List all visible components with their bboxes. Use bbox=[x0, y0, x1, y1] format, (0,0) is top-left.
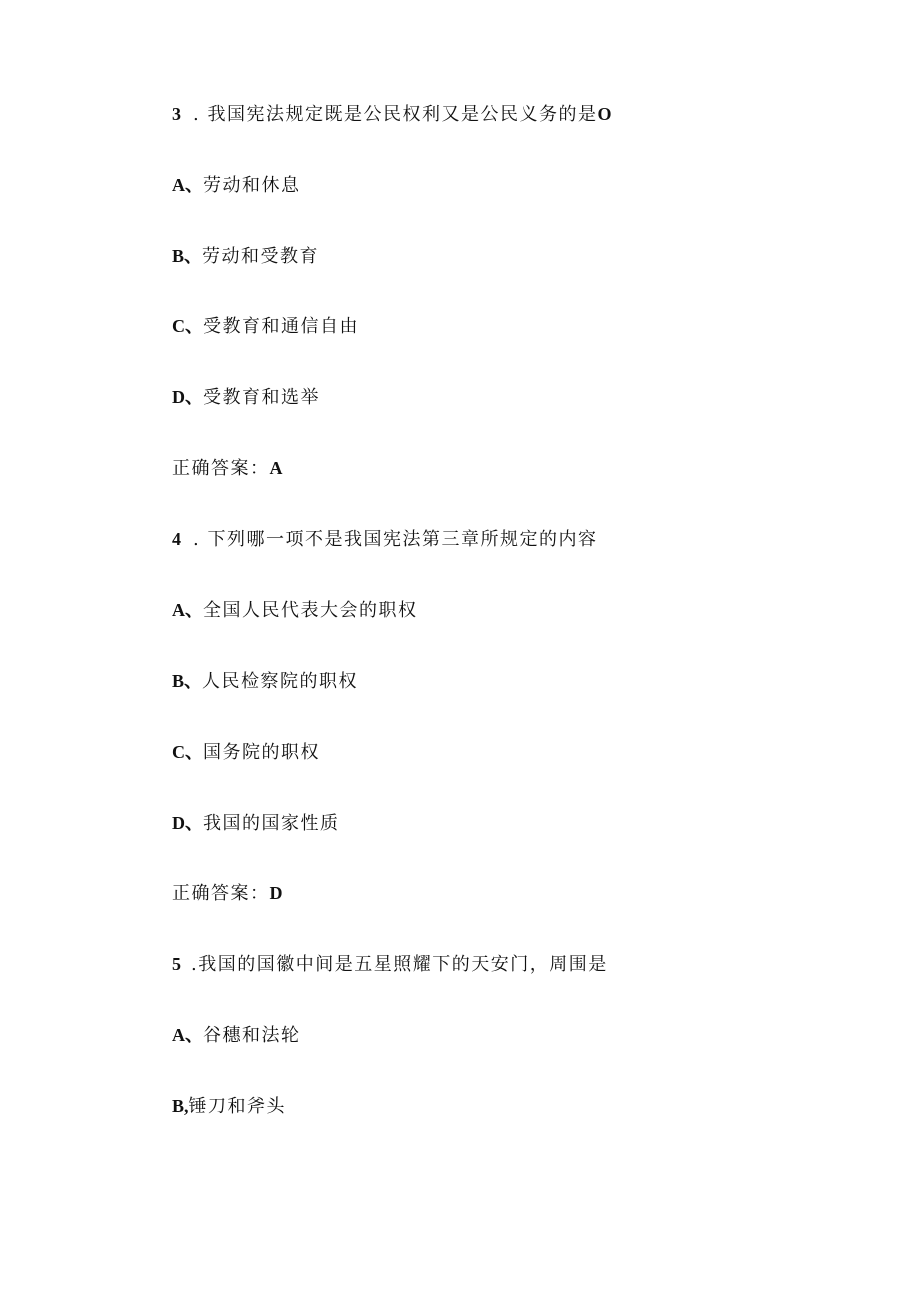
option-text: 受教育和选举 bbox=[203, 387, 320, 408]
option-text: 人民检察院的职权 bbox=[202, 671, 359, 692]
option-a bbox=[172, 599, 418, 622]
option-text: 劳动和受教育 bbox=[202, 246, 320, 267]
option-c bbox=[172, 741, 320, 764]
option-d bbox=[172, 386, 320, 409]
option-label: C、 bbox=[172, 742, 203, 762]
option-text: 劳动和休息 bbox=[203, 175, 301, 196]
answer-prefix: 正确答案： bbox=[172, 458, 270, 479]
option-b bbox=[172, 1095, 286, 1118]
question-number: 5 bbox=[172, 954, 181, 974]
question-text: . 我国宪法规定既是公民权利又是公民义务的是 bbox=[193, 104, 598, 125]
option-label: B、 bbox=[172, 246, 203, 266]
option-label: C、 bbox=[172, 316, 203, 336]
question-text: . 下列哪一项不是我国宪法第三章所规定的内容 bbox=[193, 529, 598, 550]
answer-prefix: 正确答案： bbox=[172, 883, 270, 904]
question-number: 3 bbox=[172, 104, 181, 124]
option-text: 受教育和通信自由 bbox=[203, 316, 359, 337]
option-b bbox=[172, 670, 358, 693]
option-label: B, bbox=[172, 1096, 189, 1116]
question-5-stem bbox=[172, 953, 608, 976]
option-text: 全国人民代表大会的职权 bbox=[203, 600, 418, 621]
question-4-stem bbox=[172, 528, 597, 551]
option-text: 国务院的职权 bbox=[203, 742, 320, 763]
question-number: 4 bbox=[172, 529, 181, 549]
option-label: D、 bbox=[172, 813, 203, 833]
answer-line bbox=[172, 457, 283, 480]
option-label: A、 bbox=[172, 1025, 203, 1045]
option-label: D、 bbox=[172, 387, 203, 407]
option-text: 谷穗和法轮 bbox=[203, 1025, 301, 1046]
option-text: 锤刀和斧头 bbox=[188, 1096, 287, 1117]
option-c bbox=[172, 315, 359, 338]
option-label: A、 bbox=[172, 175, 203, 195]
option-d bbox=[172, 812, 340, 835]
answer-value: A bbox=[269, 458, 283, 478]
option-label: B、 bbox=[172, 671, 203, 691]
option-b bbox=[172, 245, 319, 268]
option-label: A、 bbox=[172, 600, 203, 620]
question-text: .我国的国徽中间是五星照耀下的天安门，周围是 bbox=[191, 954, 608, 975]
option-a bbox=[172, 1024, 301, 1047]
option-a bbox=[172, 174, 301, 197]
question-tail: O bbox=[597, 104, 612, 124]
answer-value: D bbox=[269, 883, 283, 903]
question-3-stem bbox=[172, 103, 611, 126]
answer-line bbox=[172, 882, 283, 905]
option-text: 我国的国家性质 bbox=[203, 813, 340, 834]
